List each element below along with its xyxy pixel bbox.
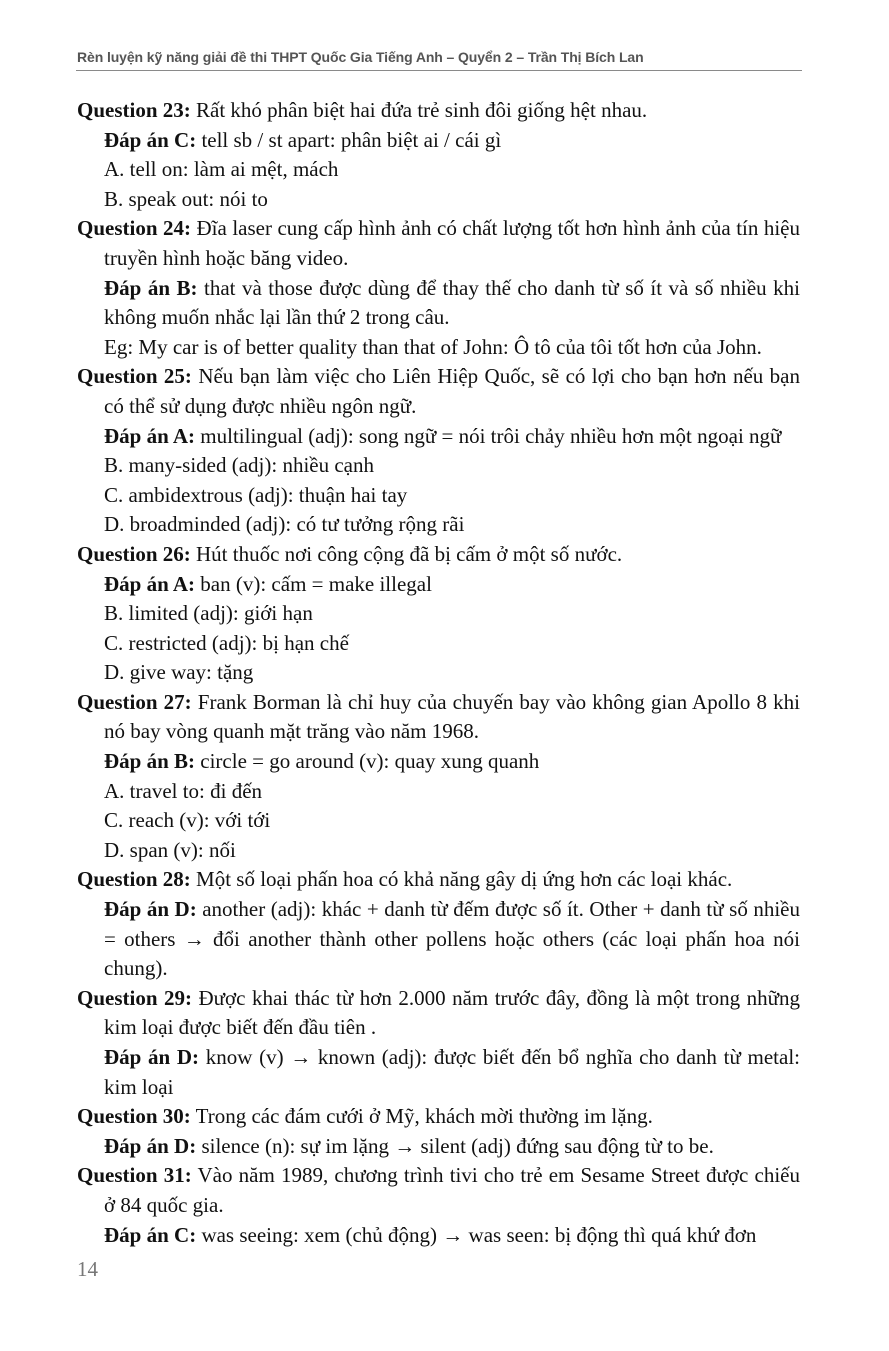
question-text <box>77 214 800 273</box>
question-label: Question 23: <box>77 98 191 122</box>
option-line: D. broadminded (adj): có tư tưởng rộng rãi <box>104 512 465 537</box>
question-body: Đĩa laser cung cấp hình ảnh có chất lượng tốt hơn hình ảnh của tín hiệu truyền hình hoặc băng video. <box>104 216 801 270</box>
question-label: Question 29: <box>77 985 192 1010</box>
option-line: Eg: My car is of better quality than that of John: Ô tô của tôi tốt hơn của John. <box>104 334 762 359</box>
answer-label: Đáp án C: <box>104 1222 197 1247</box>
answer-explanation: circle = go around (v): quay xung quanh <box>195 749 540 774</box>
option-line: A. tell on: làm ai mệt, mách <box>104 157 339 182</box>
answer-line <box>77 1221 800 1251</box>
answer-label: Đáp án C: <box>104 127 197 152</box>
running-header: Rèn luyện kỹ năng giải đề thi THPT Quốc Gia Tiếng Anh – Quyển 2 – Trần Thị Bích Lan <box>77 49 644 65</box>
question-block <box>77 540 800 688</box>
answer-line <box>77 895 800 984</box>
answer-label: Đáp án D: <box>104 1045 200 1069</box>
page-content <box>77 96 800 1250</box>
question-block <box>77 984 800 1102</box>
question-text <box>77 688 800 747</box>
answer-explanation: that và those được dùng để thay thế cho danh từ số ít và số nhiều khi không muốn nhắc lại lần thứ 2 trong câu. <box>104 275 800 330</box>
question-body: Rất khó phân biệt hai đứa trẻ sinh đôi giống hệt nhau. <box>190 98 648 122</box>
question-label: Question 28: <box>77 867 191 892</box>
question-body: Frank Borman là chỉ huy của chuyến bay vào không gian Apollo 8 khi nó bay vòng quanh mặt trăng vào năm 1968. <box>104 689 800 744</box>
question-text <box>77 984 800 1043</box>
page-number: 14 <box>77 1257 98 1281</box>
answer-label: Đáp án A: <box>104 423 196 448</box>
question-body: Trong các đám cưới ở Mỹ, khách mời thường im lặng. <box>190 1104 653 1129</box>
question-text <box>77 1102 800 1132</box>
option-line: B. speak out: nói to <box>104 186 268 211</box>
question-label: Question 31: <box>77 1163 192 1188</box>
answer-label: Đáp án B: <box>104 275 198 300</box>
answer-explanation: tell sb / st apart: phân biệt ai / cái gì <box>196 127 502 152</box>
answer-line <box>77 570 800 600</box>
question-block <box>77 1102 800 1161</box>
question-block <box>77 865 800 983</box>
answer-explanation: multilingual (adj): song ngữ = nói trôi chảy nhiều hơn một ngoại ngữ <box>195 423 782 448</box>
option-line: C. ambidextrous (adj): thuận hai tay <box>104 482 408 507</box>
question-text <box>77 865 800 895</box>
answer-label: Đáp án D: <box>104 1133 197 1158</box>
question-block <box>77 96 800 214</box>
option-line: D. give way: tặng <box>104 660 254 685</box>
question-label: Question 25: <box>77 364 192 389</box>
answer-explanation: know (v) → known (adj): được biết đến bổ nghĩa cho danh từ metal: kim loại <box>104 1045 800 1099</box>
header-divider <box>76 70 802 71</box>
answer-line <box>77 1043 800 1102</box>
answer-explanation: was seeing: xem (chủ động) → was seen: bị động thì quá khứ đơn <box>196 1222 757 1247</box>
option-line: C. restricted (adj): bị hạn chế <box>104 630 349 655</box>
question-text <box>77 540 800 570</box>
answer-explanation: ban (v): cấm = make illegal <box>195 571 432 596</box>
answer-line <box>77 422 800 452</box>
question-block <box>77 214 800 362</box>
answer-line <box>77 747 800 777</box>
answer-label: Đáp án D: <box>104 897 197 922</box>
question-text <box>77 1161 800 1220</box>
question-text <box>77 362 800 421</box>
answer-explanation: silence (n): sự im lặng → silent (adj) đứng sau động từ to be. <box>196 1133 714 1158</box>
question-text <box>77 96 800 126</box>
option-line: B. many-sided (adj): nhiều cạnh <box>104 453 375 478</box>
answer-line <box>77 1132 800 1162</box>
question-block <box>77 1161 800 1250</box>
question-block <box>77 362 800 540</box>
answer-label: Đáp án A: <box>104 571 196 596</box>
answer-explanation: another (adj): khác + danh từ đếm được số ít. Other + danh từ số nhiều = others → đổi another thành other pollens hoặc others (các loại phấn hoa nói chung). <box>104 897 800 981</box>
question-body: Được khai thác từ hơn 2.000 năm trước đây, đồng là một trong những kim loại được biết đến đầu tiên . <box>104 985 800 1040</box>
question-block <box>77 688 800 866</box>
question-label: Question 30: <box>77 1104 191 1129</box>
question-body: Hút thuốc nơi công cộng đã bị cấm ở một số nước. <box>190 541 623 566</box>
question-body: Nếu bạn làm việc cho Liên Hiệp Quốc, sẽ có lợi cho bạn hơn nếu bạn có thể sử dụng được nhiều ngôn ngữ. <box>104 364 800 418</box>
option-line: C. reach (v): với tới <box>104 808 271 833</box>
question-label: Question 24: <box>77 216 192 241</box>
question-body: Một số loại phấn hoa có khả năng gây dị ứng hơn các loại khác. <box>190 867 733 892</box>
question-label: Question 26: <box>77 541 191 566</box>
option-line: A. travel to: đi đến <box>104 778 263 803</box>
answer-line <box>77 126 800 156</box>
answer-line <box>77 274 800 333</box>
question-label: Question 27: <box>77 689 192 714</box>
option-line: B. limited (adj): giới hạn <box>104 601 313 626</box>
question-body: Vào năm 1989, chương trình tivi cho trẻ em Sesame Street được chiếu ở 84 quốc gia. <box>104 1163 800 1217</box>
option-line: D. span (v): nối <box>104 837 236 862</box>
answer-label: Đáp án B: <box>104 749 196 774</box>
